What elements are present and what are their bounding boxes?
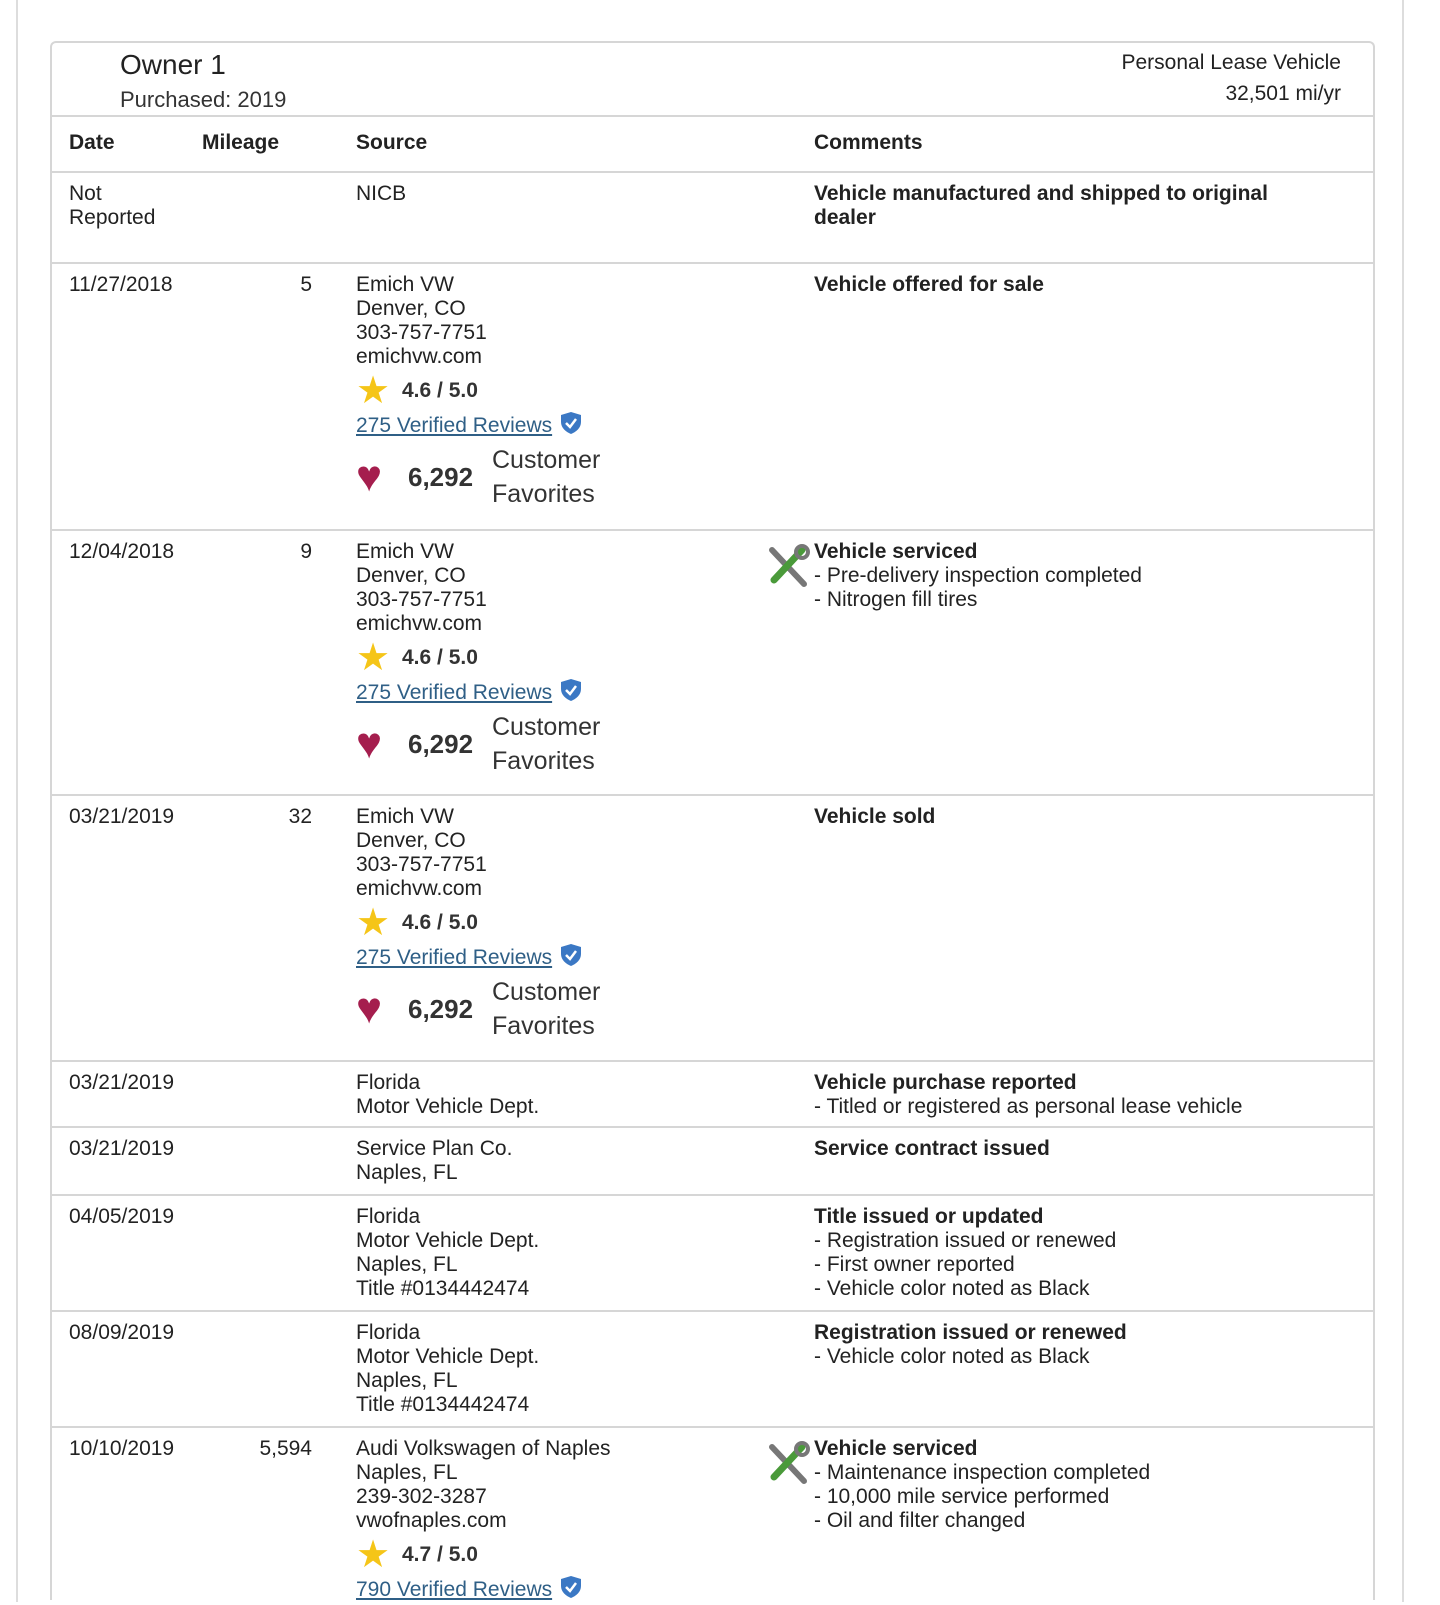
table-row bbox=[52, 796, 1373, 1062]
source-line: Naples, FL bbox=[356, 1253, 458, 1276]
verified-shield-icon bbox=[552, 411, 582, 441]
source-line: Denver, CO bbox=[356, 297, 466, 320]
date-text: 04/05/2019 bbox=[69, 1205, 175, 1228]
rating-value: 4.6 / 5.0 bbox=[402, 911, 478, 934]
date-text: 12/04/2018 bbox=[69, 540, 175, 563]
favorites-count: 6,292 bbox=[408, 462, 474, 492]
history-rows bbox=[52, 173, 1373, 1600]
dealer-rating bbox=[356, 637, 756, 679]
page-border-left bbox=[16, 0, 18, 1602]
source-line: Motor Vehicle Dept. bbox=[356, 1095, 540, 1118]
comment-heading: Vehicle serviced bbox=[814, 1437, 978, 1460]
heart-icon: ♥ bbox=[356, 984, 383, 1033]
source-line: Denver, CO bbox=[356, 829, 466, 852]
star-icon: ★ bbox=[356, 370, 391, 412]
date-text: 11/27/2018 bbox=[69, 273, 173, 296]
heart-icon: ♥ bbox=[356, 452, 383, 501]
star-icon: ★ bbox=[356, 1534, 391, 1576]
mileage-cell: 32 bbox=[288, 805, 312, 828]
mileage-cell: 5,594 bbox=[259, 1437, 312, 1460]
comment-heading: Registration issued or renewed bbox=[814, 1321, 1127, 1344]
heart-icon: ♥ bbox=[356, 719, 383, 768]
comment-heading: Vehicle offered for sale bbox=[814, 273, 1044, 296]
comment-line: - Titled or registered as personal lease vehicle bbox=[814, 1095, 1243, 1118]
source-line: Florida bbox=[356, 1205, 421, 1228]
table-row bbox=[52, 1428, 1373, 1600]
source-cell bbox=[356, 273, 756, 511]
verified-reviews-link[interactable]: 275 Verified Reviews bbox=[356, 414, 553, 437]
source-line: Audi Volkswagen of Naples bbox=[356, 1437, 611, 1460]
favorites-label: Customer Favorites bbox=[492, 978, 601, 1040]
date-cell bbox=[69, 182, 179, 230]
rating-value: 4.7 / 5.0 bbox=[402, 1543, 478, 1566]
date-text: 03/21/2019 bbox=[69, 1071, 175, 1094]
owner-type: Personal Lease Vehicle bbox=[1121, 51, 1341, 74]
source-line: 303-757-7751 bbox=[356, 321, 487, 344]
source-line: 303-757-7751 bbox=[356, 588, 487, 611]
column-headers bbox=[52, 117, 1373, 173]
date-text: 08/09/2019 bbox=[69, 1321, 175, 1344]
source-line: Naples, FL bbox=[356, 1369, 458, 1392]
favorites-count: 6,292 bbox=[408, 729, 474, 759]
source-line: 303-757-7751 bbox=[356, 853, 487, 876]
source-cell bbox=[356, 1321, 756, 1417]
reviews bbox=[356, 678, 756, 708]
reviews bbox=[356, 1575, 756, 1605]
comments-cell bbox=[814, 1437, 1334, 1533]
verified-reviews-link[interactable]: 790 Verified Reviews bbox=[356, 1578, 553, 1601]
col-comments: Comments bbox=[814, 131, 923, 154]
date-cell bbox=[69, 1321, 179, 1345]
source-line: Title #0134442474 bbox=[356, 1277, 530, 1300]
comment-line: - Vehicle color noted as Black bbox=[814, 1277, 1090, 1300]
owner-history-card bbox=[50, 41, 1375, 1600]
favorites-count: 6,292 bbox=[408, 994, 474, 1024]
source-cell bbox=[356, 1437, 756, 1605]
comment-heading: Vehicle sold bbox=[814, 805, 936, 828]
source-line: Service Plan Co. bbox=[356, 1137, 513, 1160]
verified-reviews-link[interactable]: 275 Verified Reviews bbox=[356, 681, 553, 704]
dealer-rating bbox=[356, 902, 756, 944]
service-tools-icon bbox=[764, 1441, 810, 1487]
date-cell bbox=[69, 1437, 179, 1461]
comment-line: - Oil and filter changed bbox=[814, 1509, 1026, 1532]
comment-line: - Nitrogen fill tires bbox=[814, 588, 978, 611]
source-line: NICB bbox=[356, 182, 407, 205]
source-cell bbox=[356, 540, 756, 778]
source-line: Naples, FL bbox=[356, 1461, 458, 1484]
source-cell bbox=[356, 182, 756, 206]
verified-shield-icon bbox=[552, 678, 582, 708]
comment-heading: Vehicle manufactured and shipped to original dealer bbox=[814, 182, 1268, 229]
dealer-rating bbox=[356, 370, 756, 412]
table-row bbox=[52, 1196, 1373, 1312]
owner-mileage-rate: 32,501 mi/yr bbox=[1225, 82, 1341, 105]
table-row bbox=[52, 264, 1373, 531]
verified-shield-icon bbox=[552, 1575, 582, 1605]
date-cell bbox=[69, 540, 179, 564]
source-line: Emich VW bbox=[356, 273, 455, 296]
source-line: emichvw.com bbox=[356, 877, 483, 900]
date-text: Reported bbox=[69, 206, 156, 229]
customer-favorites bbox=[356, 710, 756, 778]
owner-purchased: Purchased: 2019 bbox=[120, 87, 287, 112]
source-line: Denver, CO bbox=[356, 564, 466, 587]
service-tools-icon bbox=[764, 544, 810, 590]
favorites-label: Customer Favorites bbox=[492, 713, 601, 775]
dealer-rating bbox=[356, 1534, 756, 1576]
verified-reviews-link[interactable]: 275 Verified Reviews bbox=[356, 946, 553, 969]
comments-cell bbox=[814, 1137, 1334, 1161]
star-icon: ★ bbox=[356, 902, 391, 944]
table-row bbox=[52, 531, 1373, 796]
star-icon: ★ bbox=[356, 637, 391, 679]
verified-shield-icon bbox=[552, 943, 582, 973]
source-line: Florida bbox=[356, 1071, 421, 1094]
source-line: Florida bbox=[356, 1321, 421, 1344]
comment-line: - Registration issued or renewed bbox=[814, 1229, 1117, 1252]
comment-line: - 10,000 mile service performed bbox=[814, 1485, 1110, 1508]
date-cell bbox=[69, 273, 179, 297]
reviews bbox=[356, 943, 756, 973]
date-cell bbox=[69, 1137, 179, 1161]
source-cell bbox=[356, 805, 756, 1043]
comments-cell bbox=[814, 1071, 1334, 1119]
comment-line: - Vehicle color noted as Black bbox=[814, 1345, 1090, 1368]
source-line: Motor Vehicle Dept. bbox=[356, 1229, 540, 1252]
table-row bbox=[52, 1062, 1373, 1128]
customer-favorites bbox=[356, 443, 756, 511]
source-cell bbox=[356, 1137, 756, 1185]
comments-cell bbox=[814, 273, 1334, 297]
comments-cell bbox=[814, 1205, 1334, 1301]
page-border-right bbox=[1402, 0, 1404, 1602]
source-line: emichvw.com bbox=[356, 612, 483, 635]
owner-header bbox=[52, 43, 1373, 117]
comment-heading: Title issued or updated bbox=[814, 1205, 1044, 1228]
comments-cell bbox=[814, 805, 1334, 829]
date-cell bbox=[69, 1071, 179, 1095]
rating-value: 4.6 / 5.0 bbox=[402, 379, 478, 402]
source-cell bbox=[356, 1205, 756, 1301]
comment-heading: Vehicle purchase reported bbox=[814, 1071, 1077, 1094]
reviews bbox=[356, 411, 756, 441]
date-text: 03/21/2019 bbox=[69, 805, 175, 828]
source-line: Naples, FL bbox=[356, 1161, 458, 1184]
rating-value: 4.6 / 5.0 bbox=[402, 646, 478, 669]
source-cell bbox=[356, 1071, 756, 1119]
comment-line: - Maintenance inspection completed bbox=[814, 1461, 1151, 1484]
mileage-cell: 5 bbox=[300, 273, 312, 296]
source-line: vwofnaples.com bbox=[356, 1509, 507, 1532]
source-line: Title #0134442474 bbox=[356, 1393, 530, 1416]
source-line: Motor Vehicle Dept. bbox=[356, 1345, 540, 1368]
favorites-label: Customer Favorites bbox=[492, 446, 601, 508]
comment-line: - First owner reported bbox=[814, 1253, 1015, 1276]
comments-cell bbox=[814, 1321, 1334, 1369]
comments-cell bbox=[814, 540, 1334, 612]
date-text: 10/10/2019 bbox=[69, 1437, 175, 1460]
date-cell bbox=[69, 805, 179, 829]
owner-title: Owner 1 bbox=[120, 49, 226, 80]
comment-heading: Service contract issued bbox=[814, 1137, 1050, 1160]
comments-cell bbox=[814, 182, 1334, 230]
mileage-cell: 9 bbox=[300, 540, 312, 563]
source-line: Emich VW bbox=[356, 805, 455, 828]
col-mileage: Mileage bbox=[202, 131, 280, 154]
source-line: Emich VW bbox=[356, 540, 455, 563]
col-date: Date bbox=[69, 131, 115, 154]
source-line: emichvw.com bbox=[356, 345, 483, 368]
comment-line: - Pre-delivery inspection completed bbox=[814, 564, 1142, 587]
table-row bbox=[52, 1312, 1373, 1428]
date-text: Not bbox=[69, 182, 102, 205]
table-row bbox=[52, 1128, 1373, 1196]
source-line: 239-302-3287 bbox=[356, 1485, 487, 1508]
customer-favorites bbox=[356, 975, 756, 1043]
date-cell bbox=[69, 1205, 179, 1229]
comment-heading: Vehicle serviced bbox=[814, 540, 978, 563]
date-text: 03/21/2019 bbox=[69, 1137, 175, 1160]
col-source: Source bbox=[356, 131, 428, 154]
table-row bbox=[52, 173, 1373, 264]
